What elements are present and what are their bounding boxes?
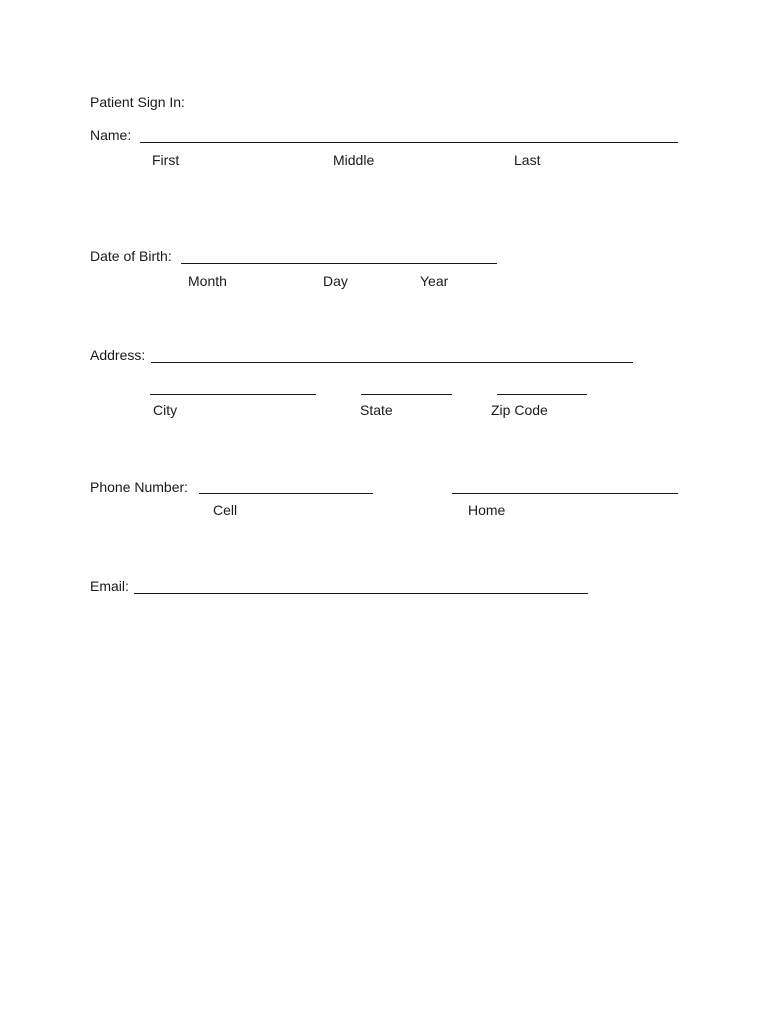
address-state-field[interactable] [361, 394, 452, 395]
name-middle-caption: Middle [333, 152, 375, 168]
phone-label: Phone Number: [90, 479, 189, 495]
dob-month-caption: Month [188, 273, 227, 289]
phone-home-caption: Home [468, 502, 506, 518]
dob-year-caption: Year [420, 273, 449, 289]
address-zip-caption: Zip Code [491, 402, 548, 418]
email-field[interactable] [134, 593, 588, 594]
dob-label: Date of Birth: [90, 248, 172, 264]
form-title: Patient Sign In: [90, 94, 185, 110]
address-city-field[interactable] [150, 394, 316, 395]
name-last-caption: Last [514, 152, 541, 168]
dob-day-caption: Day [323, 273, 348, 289]
name-first-caption: First [152, 152, 180, 168]
address-zip-field[interactable] [497, 394, 587, 395]
address-label: Address: [90, 347, 146, 363]
phone-cell-field[interactable] [199, 493, 373, 494]
address-state-caption: State [360, 402, 393, 418]
phone-home-field[interactable] [452, 493, 678, 494]
name-label: Name: [90, 127, 132, 143]
dob-field[interactable] [181, 263, 497, 264]
name-field[interactable] [140, 142, 678, 143]
address-city-caption: City [153, 402, 178, 418]
phone-cell-caption: Cell [213, 502, 238, 518]
email-label: Email: [90, 578, 129, 594]
address-street-field[interactable] [151, 362, 633, 363]
